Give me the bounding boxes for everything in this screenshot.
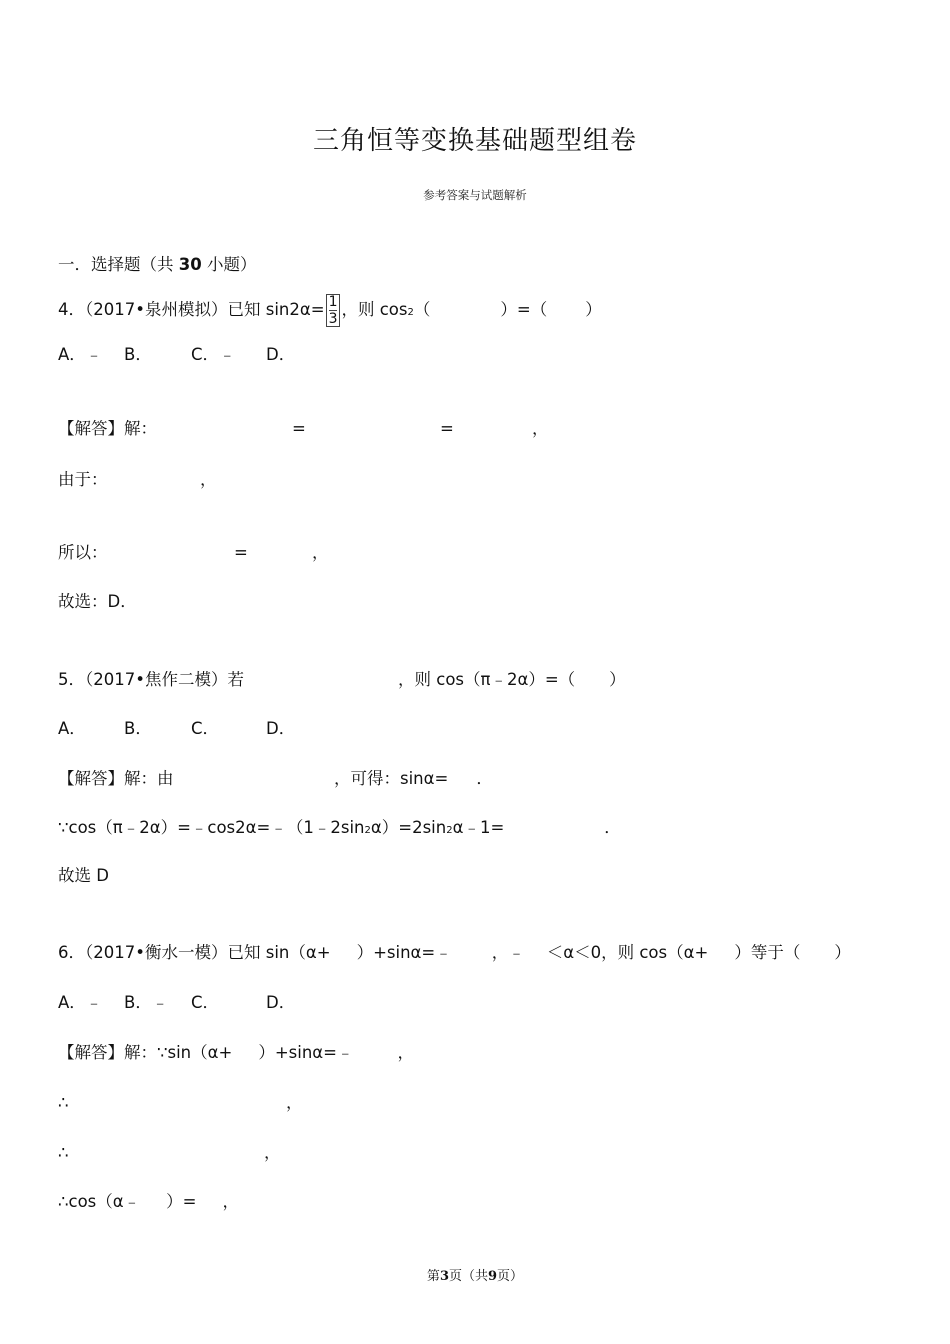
q4-frac-den: 3 bbox=[328, 311, 338, 327]
q5-option-c: C． bbox=[191, 719, 220, 738]
q4-since-label: 由于： bbox=[58, 470, 108, 489]
q5-deriv-d: ． bbox=[604, 818, 621, 837]
q5-answer-line bbox=[58, 768, 493, 790]
q4-options bbox=[58, 344, 295, 366]
q6-stem-f: ） bbox=[834, 943, 851, 962]
q4-since-comma: ， bbox=[200, 470, 217, 489]
footer-total-pages: 9 bbox=[488, 1269, 498, 1284]
q4-stem-c: （ bbox=[413, 300, 431, 319]
section-prefix: 一．选择题（共 bbox=[58, 255, 174, 274]
q4-stem-a: 4．（2017•泉州模拟）已知 sin2α= bbox=[58, 300, 325, 319]
q5-stem bbox=[58, 669, 626, 691]
section-suffix: 小题） bbox=[206, 255, 257, 274]
q6-answer-a: 【解答】解：∵sin（α+ bbox=[58, 1043, 233, 1062]
q6-stem-b: ）+sinα=﹣ bbox=[356, 943, 452, 962]
q5-answer-c: ． bbox=[476, 769, 493, 788]
q4-option-d: D． bbox=[266, 345, 296, 364]
q4-answer-label: 【解答】解： bbox=[58, 419, 157, 438]
q6-stem-e: ）等于（ bbox=[734, 943, 801, 962]
q4-answer-eq2: = bbox=[440, 419, 454, 438]
q4-option-c: C．﹣ bbox=[191, 345, 236, 364]
q6-options bbox=[58, 992, 295, 1014]
q6-th3-c: ， bbox=[222, 1192, 239, 1211]
q4-answer-eq1: = bbox=[292, 419, 306, 438]
q6-therefore-1 bbox=[58, 1092, 303, 1114]
q5-deriv-sup1: 2 bbox=[364, 825, 371, 836]
q5-deriv-b: α）=2sin bbox=[370, 818, 447, 837]
q4-stem bbox=[58, 294, 602, 327]
q5-choice: 故选 D bbox=[58, 866, 109, 885]
q6-option-a: A．﹣ bbox=[58, 993, 103, 1012]
q6-therefore-3 bbox=[58, 1191, 239, 1213]
q4-option-a: A．﹣ bbox=[58, 345, 103, 364]
q4-choice: 故选：D． bbox=[58, 592, 137, 611]
q5-stem-a: 5．（2017•焦作二模）若 bbox=[58, 670, 244, 689]
q5-deriv-sup2: 2 bbox=[446, 825, 453, 836]
q6-answer-c: ， bbox=[397, 1043, 415, 1062]
q5-stem-b: ，则 cos（π﹣2α）=（ bbox=[398, 670, 576, 689]
q4-stem-e: ） bbox=[585, 300, 602, 319]
page-footer bbox=[0, 1265, 950, 1284]
q5-answer-b: ，可得：sinα= bbox=[334, 769, 449, 788]
document-subtitle: 参考答案与试题解析 bbox=[423, 188, 527, 202]
q4-since-line bbox=[58, 469, 217, 491]
q6-th1-symbol: ∴ bbox=[58, 1093, 69, 1112]
section-count: 30 bbox=[178, 255, 202, 274]
footer-a: 第 bbox=[426, 1269, 440, 1284]
q6-option-b: B．﹣ bbox=[124, 993, 169, 1012]
footer-c: 页） bbox=[497, 1269, 524, 1284]
q5-stem-c: ） bbox=[609, 670, 626, 689]
footer-page-number: 3 bbox=[439, 1269, 449, 1284]
q5-options bbox=[58, 718, 295, 740]
q4-frac-num: 1 bbox=[328, 294, 338, 310]
q4-answer-comma: ， bbox=[532, 419, 549, 438]
q6-th1-comma: ， bbox=[286, 1093, 303, 1112]
q6-th2-comma: ， bbox=[264, 1143, 281, 1162]
q6-answer-line bbox=[58, 1042, 414, 1064]
q6-answer-b: ）+sinα=﹣ bbox=[258, 1043, 354, 1062]
q6-option-d: D． bbox=[266, 993, 296, 1012]
q4-so-eq: = bbox=[234, 543, 248, 562]
q5-answer-a: 【解答】解：由 bbox=[58, 769, 174, 788]
q4-fraction bbox=[326, 294, 341, 327]
q4-stem-sup: 2 bbox=[407, 307, 414, 318]
section-header bbox=[58, 254, 256, 276]
footer-b: 页（共 bbox=[448, 1269, 488, 1284]
q5-deriv-a: ∵cos（π﹣2α）=﹣cos2α=﹣（1﹣2sin bbox=[58, 818, 365, 837]
q4-stem-b: ，则 cos bbox=[341, 300, 408, 319]
q4-so-label: 所以： bbox=[58, 543, 108, 562]
q5-deriv-c: α﹣1= bbox=[452, 818, 505, 837]
q6-option-c: C． bbox=[191, 993, 220, 1012]
q6-th2-symbol: ∴ bbox=[58, 1143, 69, 1162]
q4-stem-d: ）=（ bbox=[500, 300, 548, 319]
q5-option-a: A． bbox=[58, 719, 86, 738]
q5-derivation bbox=[58, 817, 621, 842]
q6-th3-b: ）= bbox=[166, 1192, 197, 1211]
document-title: 三角恒等变换基础题型组卷 bbox=[312, 126, 637, 156]
q6-stem bbox=[58, 942, 851, 964]
q6-stem-c: ，﹣ bbox=[491, 943, 525, 962]
q4-answer-line bbox=[58, 418, 549, 440]
q6-th3-a: ∴cos（α﹣ bbox=[58, 1192, 141, 1211]
q5-option-b: B． bbox=[124, 719, 152, 738]
q5-option-d: D． bbox=[266, 719, 296, 738]
q4-so-line bbox=[58, 542, 329, 564]
q6-therefore-2 bbox=[58, 1142, 281, 1164]
q4-option-b: B． bbox=[124, 345, 152, 364]
q4-so-comma: ， bbox=[312, 543, 329, 562]
q6-stem-d: ＜α＜0，则 cos（α+ bbox=[546, 943, 709, 962]
q6-stem-a: 6．（2017•衡水一模）已知 sin（α+ bbox=[58, 943, 331, 962]
